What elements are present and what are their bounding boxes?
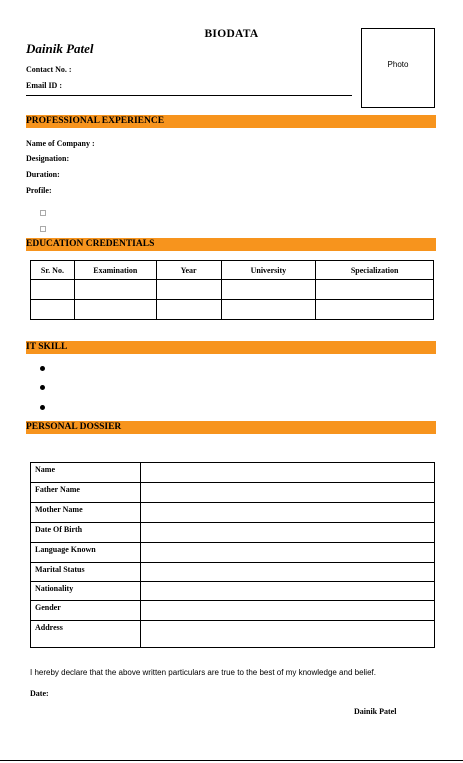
candidate-name: Dainik Patel xyxy=(26,41,94,56)
column-header: Specialization xyxy=(316,261,434,280)
row-value xyxy=(141,503,435,523)
section-heading-experience: PROFESSIONAL EXPERIENCE xyxy=(26,116,165,126)
table-cell xyxy=(31,280,75,300)
section-bar-personal xyxy=(26,421,436,434)
table-cell xyxy=(156,280,221,300)
section-heading-education: EDUCATION CREDENTIALS xyxy=(26,239,155,249)
education-table xyxy=(30,260,434,320)
row-value xyxy=(141,582,435,601)
table-row xyxy=(31,483,435,503)
row-label: Father Name xyxy=(31,483,141,503)
table-row xyxy=(31,563,435,582)
row-label: Address xyxy=(31,621,141,648)
bullet-icon xyxy=(40,366,45,371)
row-label: Marital Status xyxy=(31,563,141,582)
row-label: Language Known xyxy=(31,543,141,563)
section-bar-experience xyxy=(26,115,436,128)
signature-name: Dainik Patel xyxy=(354,707,397,716)
photo-label: Photo xyxy=(387,60,409,69)
section-bar-skills xyxy=(26,341,436,354)
table-cell xyxy=(156,300,221,320)
column-header: Sr. No. xyxy=(31,261,75,280)
table-cell xyxy=(74,300,156,320)
declaration-text: I hereby declare that the above written particulars are true to the best of my knowledge and belief. xyxy=(30,668,376,677)
table-cell xyxy=(316,280,434,300)
row-label: Nationality xyxy=(31,582,141,601)
table-cell xyxy=(221,280,316,300)
bullet-icon xyxy=(40,385,45,390)
table-cell xyxy=(31,300,75,320)
row-value xyxy=(141,463,435,483)
checkbox-bullet-icon xyxy=(40,210,46,216)
row-label: Name xyxy=(31,463,141,483)
email-label: Email ID : xyxy=(26,81,62,90)
row-value xyxy=(141,563,435,582)
table-cell xyxy=(74,280,156,300)
table-row xyxy=(31,543,435,563)
header-divider xyxy=(26,95,352,96)
row-label: Gender xyxy=(31,601,141,621)
designation-label: Designation: xyxy=(26,154,70,163)
table-cell xyxy=(316,300,434,320)
column-header: University xyxy=(221,261,316,280)
profile-label: Profile: xyxy=(26,186,52,195)
row-value xyxy=(141,601,435,621)
column-header: Year xyxy=(156,261,221,280)
row-value xyxy=(141,523,435,543)
personal-table xyxy=(30,462,435,648)
section-heading-skills: IT SKILL xyxy=(26,342,68,352)
company-label: Name of Company : xyxy=(26,139,95,148)
row-label: Date Of Birth xyxy=(31,523,141,543)
table-row xyxy=(31,582,435,601)
row-value xyxy=(141,483,435,503)
date-label: Date: xyxy=(30,689,49,698)
table-row xyxy=(31,523,435,543)
row-value xyxy=(141,621,435,648)
table-row xyxy=(31,280,434,300)
table-row xyxy=(31,300,434,320)
bullet-icon xyxy=(40,405,45,410)
column-header: Examination xyxy=(74,261,156,280)
page-bottom-rule xyxy=(0,760,463,761)
table-header-row xyxy=(31,261,434,280)
table-row xyxy=(31,463,435,483)
checkbox-bullet-icon xyxy=(40,226,46,232)
section-bar-education xyxy=(26,238,436,251)
table-row xyxy=(31,601,435,621)
contact-label: Contact No. : xyxy=(26,65,72,74)
table-row xyxy=(31,621,435,648)
row-label: Mother Name xyxy=(31,503,141,523)
row-value xyxy=(141,543,435,563)
section-heading-personal: PERSONAL DOSSIER xyxy=(26,422,122,432)
duration-label: Duration: xyxy=(26,170,60,179)
photo-box xyxy=(361,28,435,108)
table-cell xyxy=(221,300,316,320)
table-row xyxy=(31,503,435,523)
document-title: BIODATA xyxy=(204,28,259,40)
